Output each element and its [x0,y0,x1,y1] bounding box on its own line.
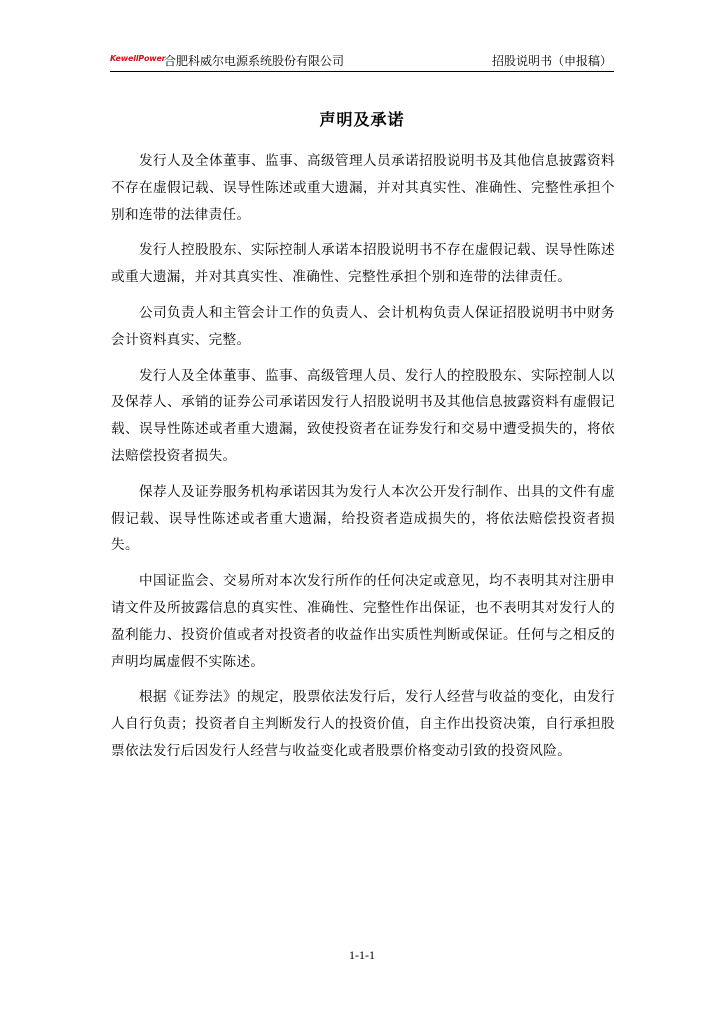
kewellpower-logo: KewellPower [110,54,166,63]
statement-paragraph-6: 中国证监会、交易所对本次发行所作的任何决定或意见，均不表明其对注册申请文件及所披露信息的真实性、准确性、完整性作出保证，也不表明其对发行人的盈利能力、投资价值或者对投资者的收益作出实质性判断或保证。任何与之相反的声明均属虚假不实陈述。 [111,573,615,670]
statement-paragraph-4: 发行人及全体董事、监事、高级管理人员、发行人的控股股东、实际控制人以及保荐人、承销的证券公司承诺因发行人招股说明书及其他信息披露资料有虚假记载、误导性陈述或者重大遗漏，致使投资者在证券发行和交易中遭受损失的，将依法赔偿投资者损失。 [111,367,615,464]
page-number: 1-1-1 [349,948,375,962]
page-title: 声明及承诺 [319,110,405,129]
statement-paragraph-7: 根据《证券法》的规定，股票依法发行后，发行人经营与收益的变化，由发行人自行负责；投资者自主判断发行人的投资价值，自主作出投资决策，自行承担股票依法发行后因发行人经营与收益变化或者股票价格变动引致的投资风险。 [111,689,615,759]
company-name: 合肥科威尔电源系统股份有限公司 [164,54,345,68]
statement-paragraph-5: 保荐人及证券服务机构承诺因其为发行人本次公开发行制作、出具的文件有虚假记载、误导性陈述或者重大遗漏，给投资者造成损失的，将依法赔偿投资者损失。 [111,483,615,554]
statement-paragraph-3: 公司负责人和主管会计工作的负责人、会计机构负责人保证招股说明书中财务会计资料真实、完整。 [111,304,615,348]
page-header [110,51,614,72]
statement-paragraph-2: 发行人控股股东、实际控制人承诺本招股说明书不存在虚假记载、误导性陈述或重大遗漏，并对其真实性、准确性、完整性承担个别和连带的法律责任。 [111,242,615,286]
statement-paragraph-1: 发行人及全体董事、监事、高级管理人员承诺招股说明书及其他信息披露资料不存在虚假记载、误导性陈述或重大遗漏，并对其真实性、准确性、完整性承担个别和连带的法律责任。 [111,153,615,223]
statement-body [111,148,615,774]
document-type: 招股说明书（申报稿） [491,54,612,68]
